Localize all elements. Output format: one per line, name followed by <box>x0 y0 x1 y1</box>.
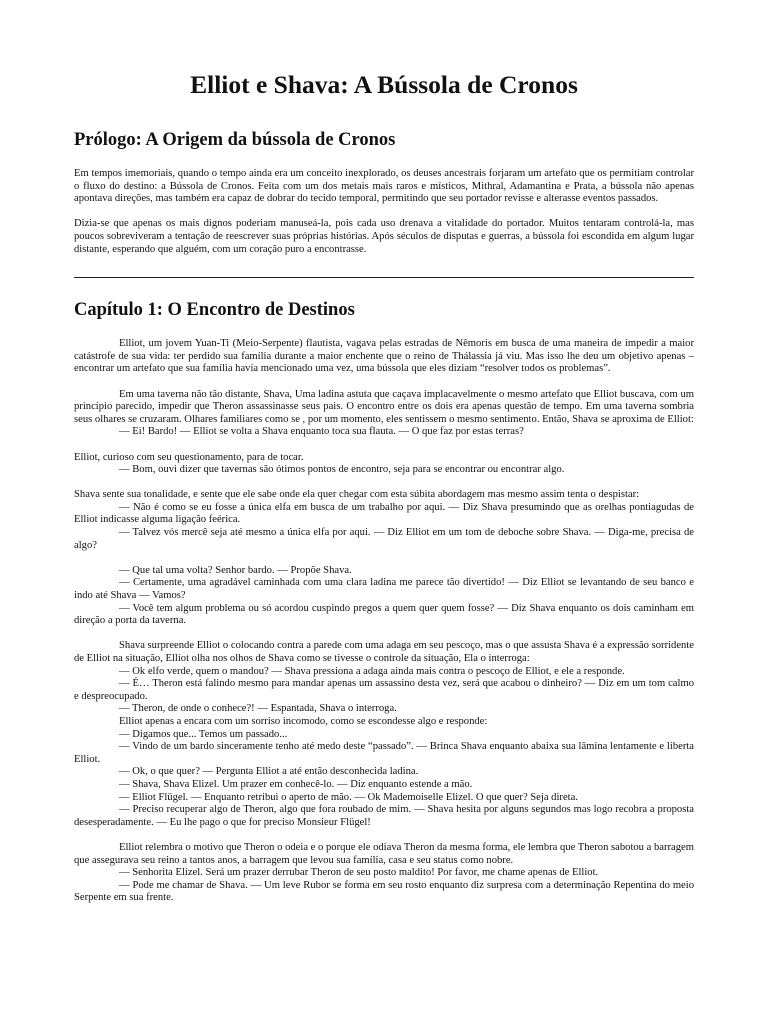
paragraph-gap <box>74 829 694 842</box>
chapter-heading <box>74 299 694 321</box>
prologue-title: A Origem da bússola de Cronos <box>141 130 396 150</box>
prologue-paragraph: Dizia-se que apenas os mais dignos poderiam manuseá-la, pois cada uso drenava a vitalidade do portador. Muitos tentaram controlá-la, mas poucos sobreviveram a tentação de reescrever suas próprias histórias. Após séculos de disputas e guerras, a bússola foi escondida em algum lugar distante, esperando que alguém, com um coração puro a encontrasse. <box>74 218 694 255</box>
chapter-title: O Encontro de Destinos <box>162 300 355 321</box>
chapter-paragraph: Elliot, curioso com seu questionamento, para de tocar. <box>74 451 304 463</box>
paragraph-gap <box>74 477 694 490</box>
chapter-paragraph: — É… Theron está falindo mesmo para mandar apenas um assassino desta vez, será que acabou o dinheiro? — Diz em um tom calmo e despreocupado. <box>74 678 694 702</box>
chapter-paragraph: Shava surpreende Elliot o colocando contra a parede com uma adaga em seu pescoço, mas o que assusta Shava é a expressão sorridente de Elliot na situação, Elliot olha nos olhos de Shava como se tivesse o controle da situação, Ela o interroga: <box>74 640 694 664</box>
paragraph-gap <box>74 439 694 452</box>
chapter-paragraph: — Ei! Bardo! — Elliot se volta a Shava enquanto toca sua flauta. — O que faz por estas terras? <box>119 426 524 438</box>
paragraph-gap <box>74 376 694 389</box>
chapter-paragraph: — Ok, o que quer? — Pergunta Elliot a até então desconhecida ladina. <box>119 766 419 778</box>
chapter-paragraph: — Não é como se eu fosse a única elfa em busca de um trabalho por aqui. — Diz Shava presumindo que as orelhas pontiagudas de Elliot indicasse alguma ligação feérica. <box>74 501 694 526</box>
chapter-paragraph: — Bom, ouvi dizer que tavernas são ótimos pontos de encontro, seja para se encontrar ou encontrar algo. <box>119 464 565 476</box>
section-divider <box>74 277 694 278</box>
prologue-paragraph: Em tempos imemoriais, quando o tempo ainda era um conceito inexplorado, os deuses ancestrais forjaram um artefato que os permitiam controlar o fluxo do destino: a Bússola de Cronos. Feita com um dos metais mais raros e místicos, Mithral, Adamantina e Prata, a bússola não apenas apontava direções, mas também era capaz de dobrar do tecido temporal, permitindo que seu portador revisse e alterasse eventos passados. <box>74 168 694 205</box>
chapter-paragraph: — Digamos que... Temos um passado... <box>119 728 288 740</box>
chapter-label: Capítulo 1: <box>74 300 163 321</box>
chapter-paragraph: — Vindo de um bardo sinceramente tenho até medo deste “passado”. — Brinca Shava enquanto abaixa sua lâmina lentamente e liberta Elliot. <box>74 741 694 765</box>
chapter-paragraph: Em uma taverna não tão distante, Shava, Uma ladina astuta que caçava implacavelmente o mesmo artefato que Elliot buscava, com um princípio parecido, impedir que Theron assassinasse seus pais. O encontro entre os dois era apenas questão de tempo. Em uma taverna sombria seus olhares se cruzaram. Olhares familiares como se , por um momento, eles sentissem o mesmo sentimento. Então, Shava se aproxima de Elliot: <box>74 388 694 425</box>
chapter-paragraph: Shava sente sua tonalidade, e sente que ele sabe onde ela quer chegar com esta súbita abordagem mas mesmo assim tenta o despistar: <box>74 489 640 501</box>
chapter-paragraph: — Senhorita Elizel. Será um prazer derrubar Theron de seu posto maldito! Por favor, me chame apenas de Elliot. <box>119 867 599 879</box>
chapter-body <box>74 338 694 905</box>
chapter-paragraph: Elliot, um jovem Yuan-Ti (Meio-Serpente) flautista, vagava pelas estradas de Nêmoris em busca de uma maneira de impedir a maior catástrofe de sua vida: ter perdido sua família durante a maior enchente que o reino de Thálassia já viu. Mas isso lhe deu um objetivo apenas – encontrar um artefato que sua família havia mencionado uma vez, uma bússola que eles diziam “resolver todos os problemas”. <box>74 338 694 375</box>
chapter-paragraph: — Theron, de onde o conhece?! — Espantada, Shava o interroga. <box>119 703 397 715</box>
chapter-paragraph: — Você tem algum problema ou só acordou cuspindo pregos a quem quer quem fosse? — Diz Shava enquanto os dois caminham em direção a porta da taverna. <box>74 602 694 627</box>
chapter-paragraph: Elliot apenas a encara com um sorriso incomodo, como se escondesse algo e responde: <box>119 715 488 727</box>
chapter-paragraph: — Talvez vós mercê seja até mesmo a única elfa por aqui. — Diz Elliot em um tom de deboche sobre Shava. — Diga-me, precisa de algo? <box>74 527 694 551</box>
chapter-paragraph: — Preciso recuperar algo de Theron, algo que fora roubado de mim. — Shava hesita por alguns segundos mas logo recobra a proposta desesperadamente. — Eu lhe pago o que for preciso Monsieur Flügel! <box>74 804 694 828</box>
document-title: Elliot e Shava: A Bússola de Cronos <box>190 70 578 99</box>
prologue-label: Prólogo: <box>74 130 142 150</box>
chapter-paragraph: Elliot relembra o motivo que Theron o odeia e o porque ele odiava Theron da mesma forma, ele lembra que Theron sabotou a barragem que assegurava seu reino a tantos anos, a barragem que levou sua família, casa e seu status como nobre. <box>74 841 694 866</box>
chapter-paragraph: — Certamente, uma agradável caminhada com uma clara ladina me parece tão divertido! — Diz Elliot se levantando de seu banco e indo até Shava — Vamos? <box>74 577 694 602</box>
paragraph-gap <box>74 552 694 565</box>
chapter-paragraph: — Elliot Flügel. — Enquanto retribui o aperto de mão. — Ok Mademoiselle Elizel. O que quer? Seja direta. <box>119 791 578 803</box>
prologue-heading <box>74 129 694 151</box>
paragraph-gap <box>74 628 694 641</box>
chapter-paragraph: — Pode me chamar de Shava. — Um leve Rubor se forma em seu rosto enquanto diz surpresa com a determinação Repentina do meio Serpente em sua frente. <box>74 879 694 904</box>
chapter-paragraph: — Shava, Shava Elizel. Um prazer em conhecê-lo. — Diz enquanto estende a mão. <box>119 778 473 790</box>
chapter-paragraph: — Ok elfo verde, quem o mandou? — Shava pressiona a adaga ainda mais contra o pescoço de Elliot, e ele a responde. <box>119 665 625 677</box>
chapter-paragraph: — Que tal uma volta? Senhor bardo. — Propõe Shava. <box>119 564 352 576</box>
